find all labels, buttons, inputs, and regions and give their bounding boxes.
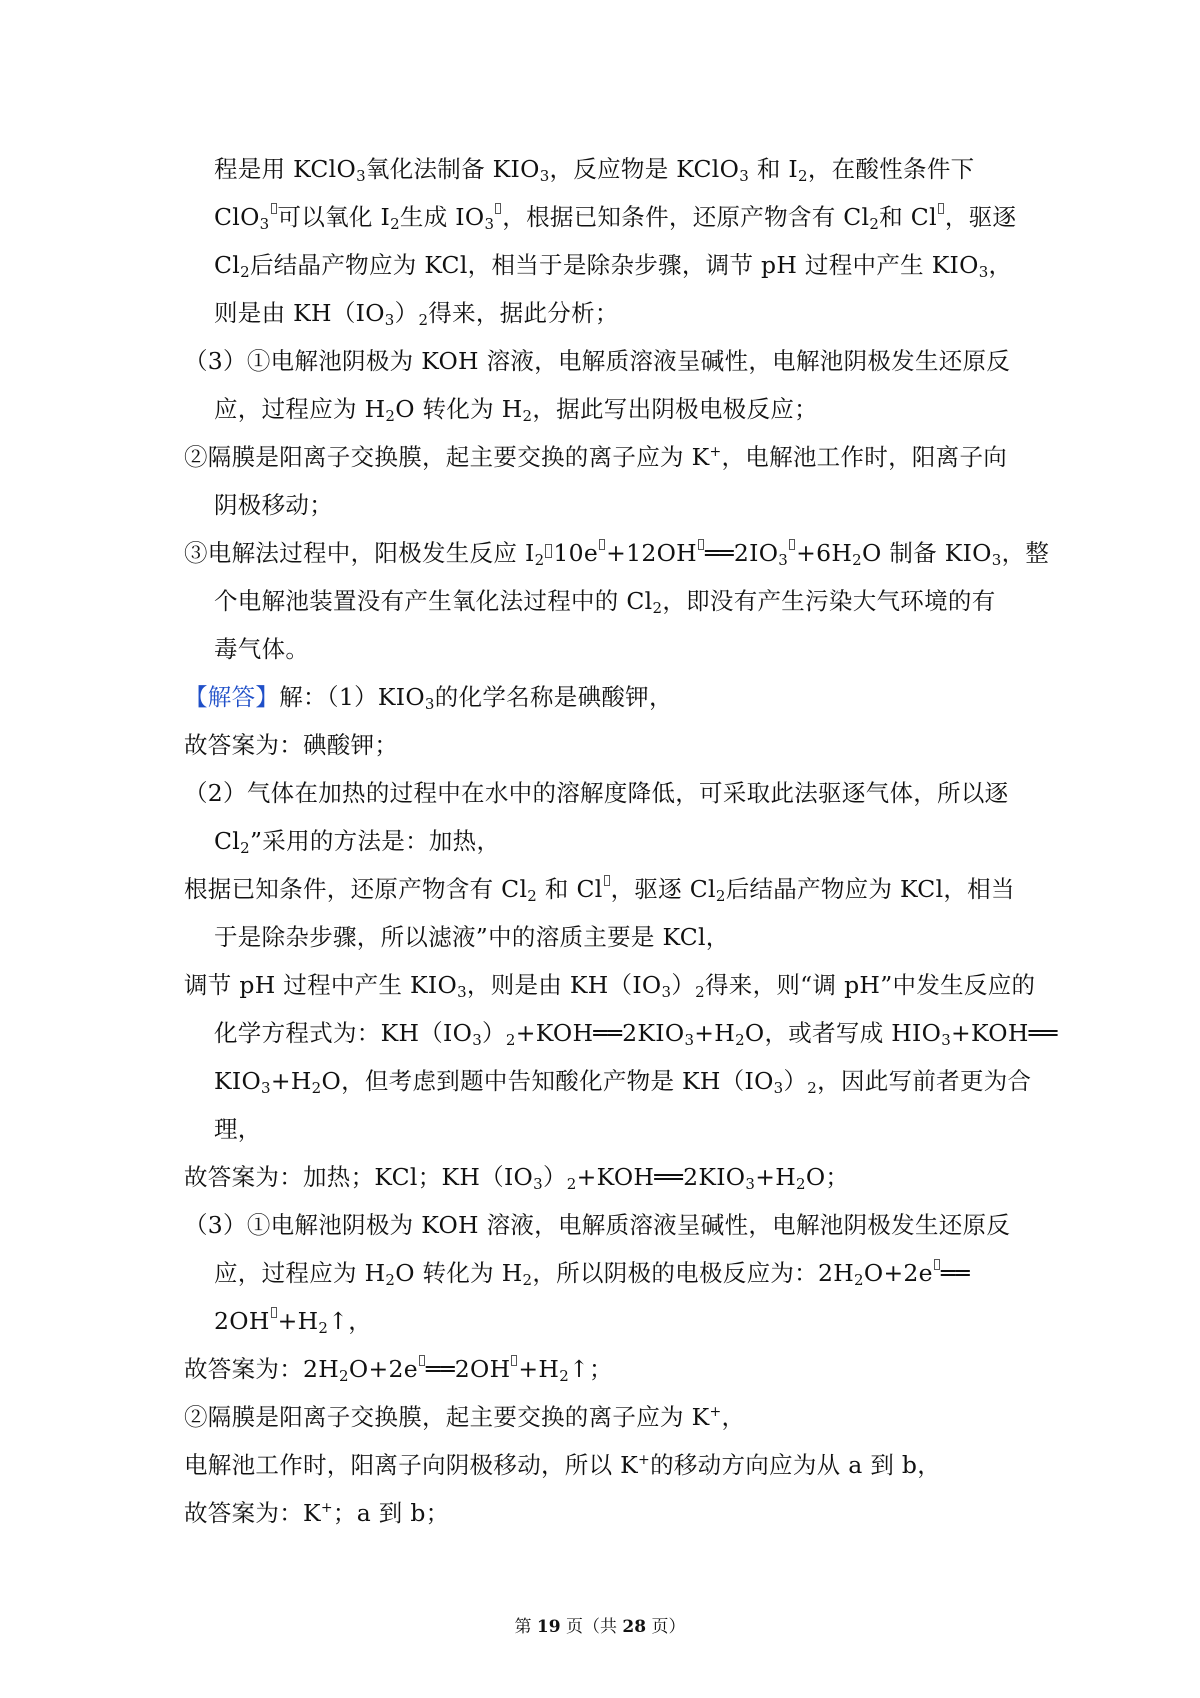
subscript: 2 <box>854 1271 864 1289</box>
text-run: +H <box>694 1019 736 1047</box>
text-run: ↑， <box>328 1307 373 1335</box>
analysis-line-2 <box>184 193 1024 241</box>
subscript: 2 <box>869 215 880 233</box>
total-page-count: 28 <box>622 1617 647 1637</box>
text-run: KIO <box>214 1067 262 1095</box>
text-run: ） <box>394 299 419 327</box>
subscript: 2 <box>339 1367 349 1385</box>
subscript: 3 <box>261 1079 271 1097</box>
missing-glyph-box <box>495 203 501 214</box>
text-run: 和 I <box>749 155 798 183</box>
subscript: 3 <box>661 983 672 1001</box>
answer-line-9 <box>184 1057 1032 1105</box>
text-run: 解：（1）KIO <box>279 683 425 711</box>
subscript: 2 <box>852 551 863 569</box>
text-run: ，驱逐 Cl <box>610 875 716 903</box>
text-run: 电解池工作时，阳离子向阴极移动，所以 K <box>184 1451 639 1479</box>
text-run: O 转化为 H <box>395 1259 523 1287</box>
text-run: +H <box>755 1163 796 1191</box>
text-run: 生成 IO <box>399 203 485 231</box>
text-run: O 制备 KIO <box>862 539 992 567</box>
text-run: 理， <box>214 1115 262 1143</box>
text-run: ，根据已知条件，还原产物含有 Cl <box>502 203 870 231</box>
answer-line-3 <box>184 769 1024 817</box>
missing-glyph-box <box>419 1355 425 1366</box>
subscript: 2 <box>311 1079 322 1097</box>
text-run: ，在酸性条件下 <box>807 155 975 183</box>
text-run: 故答案为：碘酸钾； <box>184 731 399 759</box>
subscript: 2 <box>390 215 400 233</box>
subscript: 3 <box>739 167 750 185</box>
answer-line-14 <box>184 1297 1024 1345</box>
text-run: ClO <box>214 203 260 231</box>
subscript: 2 <box>418 311 429 329</box>
current-page-number: 19 <box>536 1617 561 1637</box>
text-run: ②隔膜是阳离子交换膜，起主要交换的离子应为 K <box>184 1403 710 1431</box>
text-run: （3）①电解池阴极为 KOH 溶液，电解质溶液呈碱性，电解池阴极发生还原反 <box>184 1211 1011 1239</box>
text-run: ③电解法过程中，阳极发生反应 I <box>184 539 535 567</box>
analysis-line-8 <box>184 481 1024 529</box>
superscript: + <box>709 1404 722 1420</box>
subscript: 3 <box>539 167 550 185</box>
superscript: + <box>320 1500 333 1516</box>
subscript: 2 <box>559 1367 570 1385</box>
text-run: 第 <box>514 1617 537 1637</box>
text-run: 得来，据此分析； <box>428 299 619 327</box>
text-run: 后结晶产物应为 KCl，相当于是除杂步骤，调节 pH 过程中产生 KIO <box>249 251 979 279</box>
text-run: ；a 到 b； <box>332 1499 450 1527</box>
analysis-line-1 <box>184 145 1024 193</box>
subscript: 3 <box>745 1175 756 1193</box>
answer-line-16 <box>184 1393 1024 1441</box>
subscript: 3 <box>941 1031 952 1049</box>
missing-glyph-box <box>934 1259 940 1270</box>
answer-line-5 <box>184 865 1024 913</box>
subscript: 2 <box>807 1079 818 1097</box>
text-run: 阴极移动； <box>214 491 333 519</box>
answer-line-7 <box>184 961 1036 1009</box>
text-run: +6H <box>796 539 853 567</box>
subscript: 2 <box>522 1271 533 1289</box>
missing-glyph-box <box>271 203 277 214</box>
text-run: ”采用的方法是：加热， <box>249 827 501 855</box>
missing-glyph-box <box>698 539 704 550</box>
subscript: 3 <box>259 215 270 233</box>
text-run: 应，过程应为 H <box>214 1259 386 1287</box>
subscript: 2 <box>318 1319 329 1337</box>
answer-line-15 <box>184 1345 1024 1393</box>
text-run: ，电解池工作时，阳离子向 <box>721 443 1008 471</box>
text-run: 应，过程应为 H <box>214 395 386 423</box>
answer-line-1 <box>184 673 1024 721</box>
text-run: O+2e <box>863 1259 933 1287</box>
text-run: ══2IO <box>704 539 779 567</box>
text-run: ，因此写前者更为合 <box>817 1067 1032 1095</box>
missing-glyph-box <box>938 203 944 214</box>
missing-glyph-box <box>271 1307 277 1318</box>
subscript: 2 <box>240 263 250 281</box>
text-run: 2OH <box>214 1307 270 1335</box>
text-run: O+2e <box>348 1355 418 1383</box>
text-run: 后结晶产物应为 KCl，相当 <box>725 875 1015 903</box>
subscript: 3 <box>484 215 495 233</box>
analysis-line-7 <box>184 433 1024 481</box>
missing-glyph-box <box>604 875 610 886</box>
text-run: +KOH══2KIO <box>515 1019 685 1047</box>
text-run: 故答案为：K <box>184 1499 321 1527</box>
missing-glyph-box <box>789 539 795 550</box>
text-run: 个电解池装置没有产生氧化法过程中的 Cl <box>214 587 653 615</box>
subscript: 2 <box>240 839 250 857</box>
text-run: ，则是由 KH（IO <box>466 971 662 999</box>
subscript: 3 <box>773 1079 784 1097</box>
text-run: 毒气体。 <box>214 635 310 663</box>
text-run: 调节 pH 过程中产生 KIO <box>184 971 458 999</box>
text-run: ，反应物是 KClO <box>549 155 740 183</box>
text-run: +KOH══2KIO <box>576 1163 746 1191</box>
text-run: O，或者写成 HIO <box>744 1019 942 1047</box>
answer-line-6 <box>184 913 1024 961</box>
subscript: 3 <box>424 695 435 713</box>
subscript: 2 <box>505 1031 516 1049</box>
text-run: 和 Cl <box>537 875 603 903</box>
text-run: ，据此写出阴极电极反应； <box>532 395 818 423</box>
page-footer <box>0 1612 1200 1637</box>
subscript: 2 <box>527 887 538 905</box>
text-run: 的移动方向应为从 a 到 b， <box>650 1451 942 1479</box>
answer-line-4 <box>184 817 1024 865</box>
text-run: 故答案为：加热；KCl；KH（IO <box>184 1163 534 1191</box>
subscript: 2 <box>522 407 533 425</box>
text-run: ══2OH <box>425 1355 511 1383</box>
answer-line-12 <box>184 1201 1024 1249</box>
analysis-line-9 <box>184 529 1050 577</box>
text-run: +12OH <box>606 539 697 567</box>
superscript: + <box>638 1452 651 1468</box>
text-run: ， <box>721 1403 746 1431</box>
subscript: 3 <box>778 551 789 569</box>
text-run: 根据已知条件，还原产物含有 Cl <box>184 875 528 903</box>
text-run: ） <box>783 1067 808 1095</box>
text-run: +KOH══ <box>951 1019 1058 1047</box>
answer-tag: 【解答】 <box>184 683 280 711</box>
text-run: 得来，则“调 pH”中发生反应的 <box>704 971 1036 999</box>
answer-line-18 <box>184 1489 1024 1537</box>
text-run: Cl <box>214 827 241 855</box>
subscript: 3 <box>472 1031 483 1049</box>
subscript: 3 <box>684 1031 695 1049</box>
text-run: ） <box>671 971 696 999</box>
text-run: 则是由 KH（IO <box>214 299 385 327</box>
subscript: 2 <box>652 599 663 617</box>
text-run: +H <box>270 1067 312 1095</box>
subscript: 2 <box>385 1271 396 1289</box>
text-run: ，整 <box>1001 539 1050 567</box>
analysis-line-4 <box>184 289 1024 337</box>
subscript: 2 <box>797 167 808 185</box>
text-run: ， <box>988 251 1013 279</box>
answer-line-17 <box>184 1441 1024 1489</box>
text-run: ↑； <box>569 1355 613 1383</box>
subscript: 3 <box>356 167 366 185</box>
answer-line-13 <box>184 1249 1024 1297</box>
subscript: 2 <box>534 551 545 569</box>
subscript: 2 <box>385 407 396 425</box>
text-run: O 转化为 H <box>395 395 523 423</box>
text-run: ══ <box>940 1259 970 1287</box>
text-run: Cl <box>214 251 241 279</box>
text-run: ） <box>542 1163 567 1191</box>
text-run: 程是用 KClO <box>214 155 357 183</box>
answer-line-2 <box>184 721 1024 769</box>
text-run: 于是除杂步骤，所以滤液”中的溶质主要是 KCl， <box>214 923 730 951</box>
text-run: O，但考虑到题中告知酸化产物是 KH（IO <box>321 1067 774 1095</box>
text-run: ，驱逐 <box>944 203 1017 231</box>
subscript: 2 <box>695 983 705 1001</box>
text-run: （2）气体在加热的过程中在水中的溶解度降低，可采取此法驱逐气体，所以逐 <box>184 779 1009 807</box>
document-body <box>184 145 1058 1537</box>
text-run: +H <box>277 1307 319 1335</box>
text-run: 页（共 <box>560 1617 623 1637</box>
subscript: 2 <box>796 1175 806 1193</box>
text-run: 化学方程式为：KH（IO <box>214 1019 473 1047</box>
text-run: ，所以阴极的电极反应为：2H <box>532 1259 855 1287</box>
text-run: 氧化法制备 KIO <box>365 155 540 183</box>
text-run: O； <box>805 1163 850 1191</box>
missing-glyph-box <box>545 544 552 558</box>
text-run: ） <box>482 1019 506 1047</box>
subscript: 3 <box>384 311 395 329</box>
subscript: 3 <box>533 1175 543 1193</box>
missing-glyph-box <box>599 539 605 550</box>
superscript: + <box>709 444 722 460</box>
answer-line-10 <box>184 1105 1024 1153</box>
text-run: 可以氧化 I <box>277 203 391 231</box>
subscript: 2 <box>715 887 726 905</box>
subscript: 2 <box>735 1031 745 1049</box>
text-run: （3）①电解池阴极为 KOH 溶液，电解质溶液呈碱性，电解池阴极发生还原反 <box>184 347 1011 375</box>
subscript: 3 <box>978 263 989 281</box>
text-run: ，即没有产生污染大气环境的有 <box>662 587 996 615</box>
subscript: 2 <box>566 1175 577 1193</box>
subscript: 3 <box>991 551 1002 569</box>
answer-line-8 <box>184 1009 1058 1057</box>
text-run: 的化学名称是碘酸钾， <box>434 683 673 711</box>
text-run: 故答案为：2H <box>184 1355 340 1383</box>
analysis-line-3 <box>184 241 1024 289</box>
text-run: +H <box>518 1355 560 1383</box>
analysis-line-10 <box>184 577 1024 625</box>
analysis-line-11 <box>184 625 1024 673</box>
missing-glyph-box <box>511 1355 517 1366</box>
text-run: 页） <box>646 1617 686 1637</box>
subscript: 3 <box>457 983 467 1001</box>
analysis-line-6 <box>184 385 1024 433</box>
analysis-line-5 <box>184 337 1024 385</box>
text-run: 10e <box>553 539 599 567</box>
text-run: ②隔膜是阳离子交换膜，起主要交换的离子应为 K <box>184 443 710 471</box>
answer-line-11 <box>184 1153 1024 1201</box>
text-run: 和 Cl <box>879 203 937 231</box>
